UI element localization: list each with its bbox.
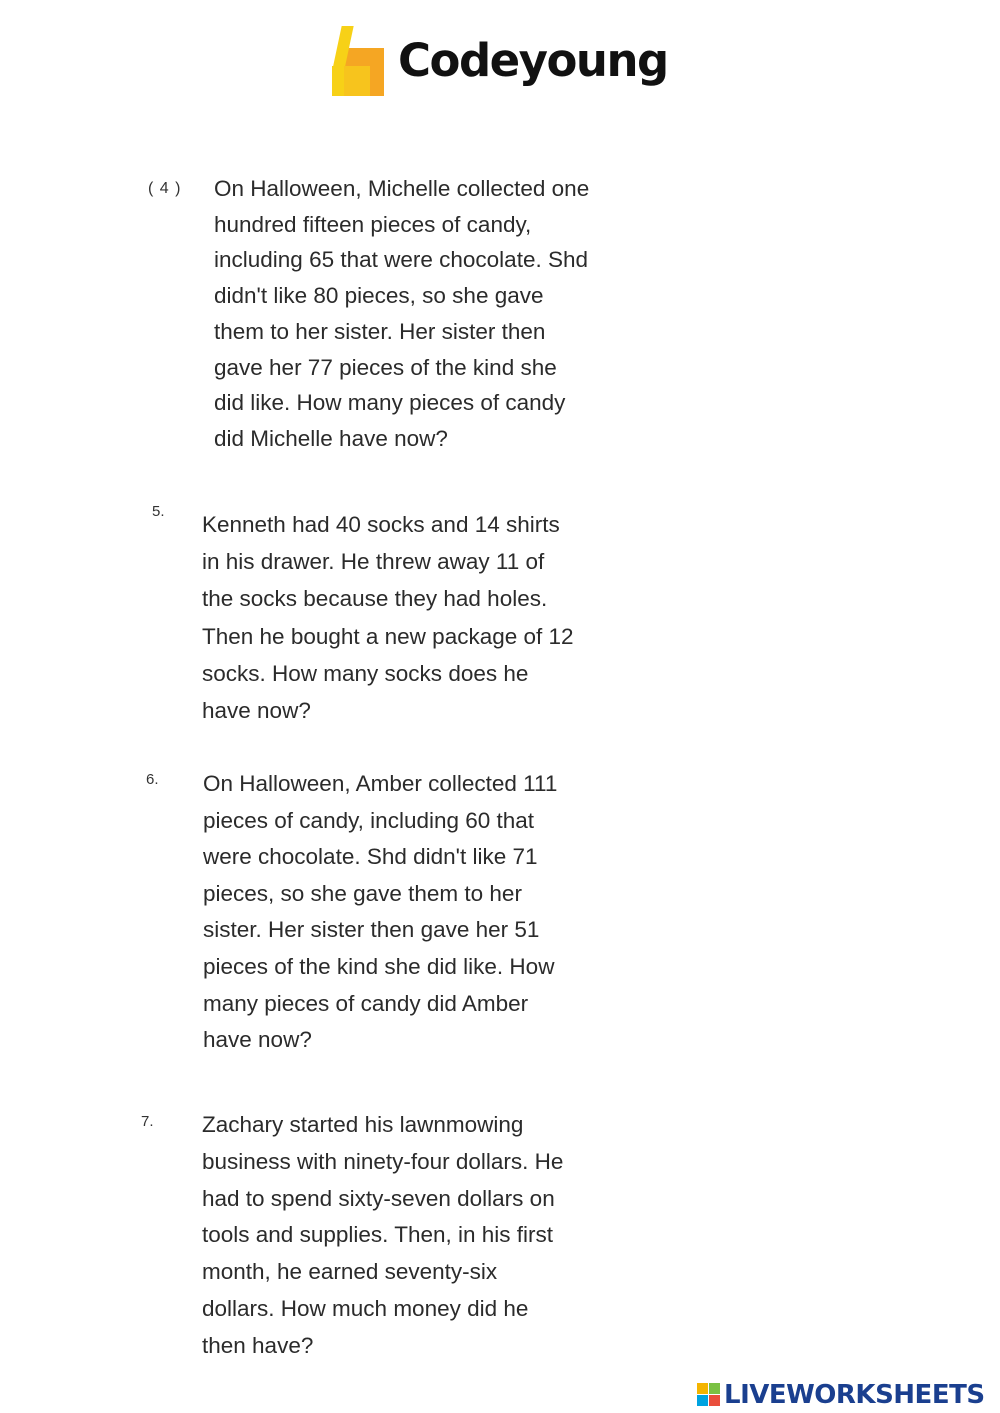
question-line: socks. How many socks does he [202,660,529,686]
question-line: have now? [202,698,311,724]
question-line: pieces, so she gave them to her [203,880,522,906]
question-text [202,506,574,729]
question-number: 6. [146,771,159,788]
question-line: then have? [202,1332,314,1358]
question-line: many pieces of candy did Amber [203,990,529,1016]
question-number: 7. [141,1113,154,1130]
question-line: in his drawer. He threw away 11 of [202,549,545,575]
question-line: have now? [203,1027,312,1053]
question-line: gave her 77 pieces of the kind she [214,354,557,380]
liveworksheets-watermark [697,1379,997,1409]
codeyoung-logo-text: Codeyoung [398,34,668,87]
question-line: On Halloween, Michelle collected one [214,176,590,201]
question-line: Kenneth had 40 socks and 14 shirts [202,512,560,537]
question-line: had to spend sixty-seven dollars on [202,1185,555,1211]
question-line: business with ninety-four dollars. He [202,1148,564,1174]
question-line: including 65 that were chocolate. Shd [214,247,588,273]
question-line: Zachary started his lawnmowing [202,1112,524,1137]
question-line: Then he bought a new package of 12 [202,623,574,649]
question-line: did like. How many pieces of candy [214,390,566,416]
question-line: sister. Her sister then gave her 51 [203,917,540,943]
question-line: were chocolate. Shd didn't like 71 [203,844,538,870]
question-text [203,766,557,1059]
question-line: did Michelle have now? [214,425,448,451]
question-line: tools and supplies. Then, in his first [202,1222,554,1248]
question-number: 5. [152,503,165,520]
question-line: pieces of the kind she did like. How [203,953,555,979]
question-text [202,1107,563,1365]
codeyoung-logo-icon [332,26,388,98]
liveworksheets-logo-icon [697,1383,721,1407]
question-line: didn't like 80 pieces, so she gave [214,283,544,309]
question-line: dollars. How much money did he [202,1295,529,1321]
question-text [214,171,589,457]
liveworksheets-text: LIVEWORKSHEETS [724,1380,985,1410]
question-line: On Halloween, Amber collected 111 [203,771,558,796]
question-line: hundred fifteen pieces of candy, [214,211,532,237]
question-line: the socks because they had holes. [202,586,548,612]
question-line: month, he earned seventy-six [202,1259,498,1285]
codeyoung-logo [332,26,677,106]
question-number: ( 4 ) [148,180,182,197]
question-line: pieces of candy, including 60 that [203,807,535,833]
question-line: them to her sister. Her sister then [214,318,546,344]
